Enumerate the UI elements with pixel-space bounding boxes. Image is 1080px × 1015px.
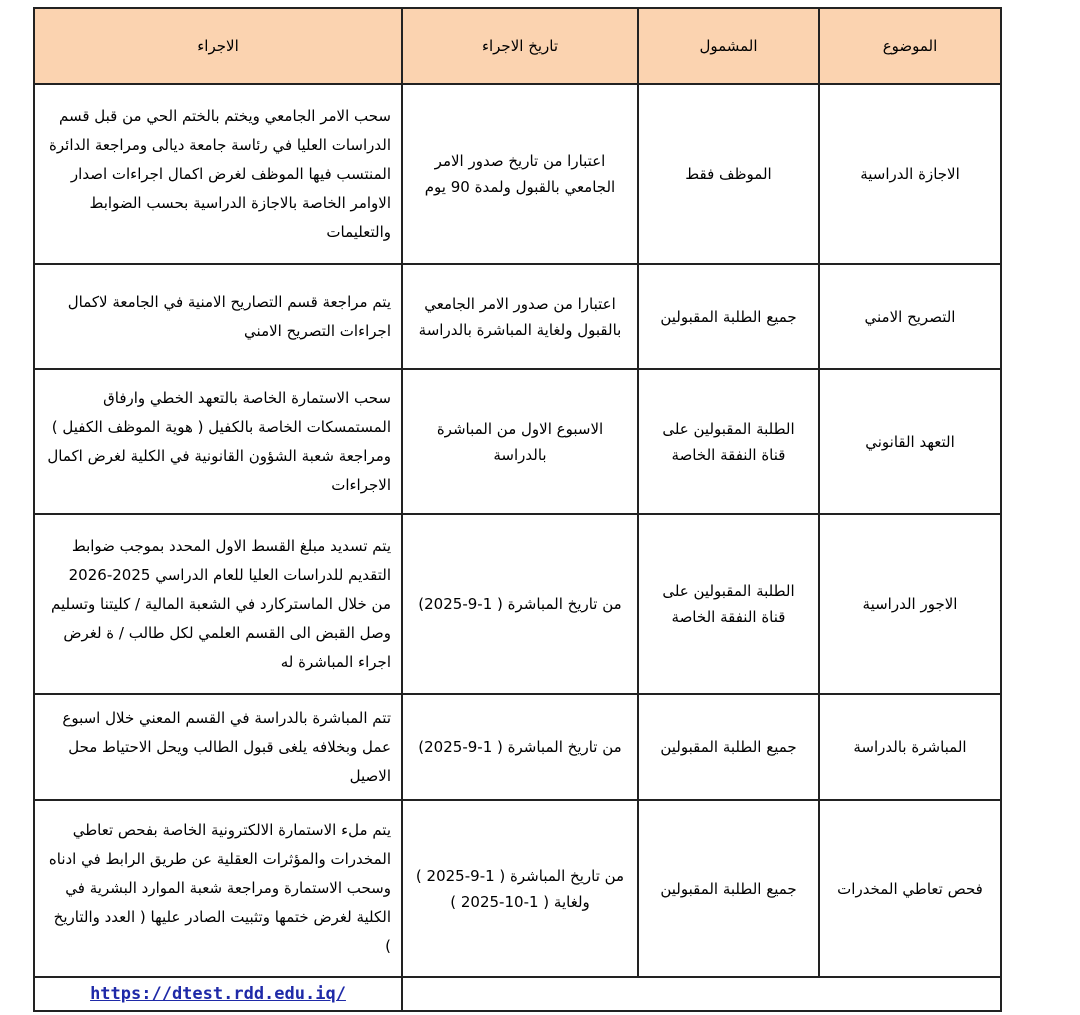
footer-empty-cell [402,977,1001,1011]
table-row [34,800,1001,977]
topic-cell: الاجازة الدراسية [819,84,1001,264]
scope-cell: الموظف فقط [638,84,819,264]
footer-link-cell [34,977,402,1011]
action-cell: يتم تسديد مبلغ القسط الاول المحدد بموجب ضوابط التقديم للدراسات العليا للعام الدراسي 2025-2026 من خلال الماستركارد في الشعبة المالية / كليتنا وتسليم وصل القبض الى القسم العلمي لكل طالب / ة لغرض اجراء المباشرة له [34,514,402,694]
date-cell: من تاريخ المباشرة ( 1-9-2025) [402,514,638,694]
topic-cell: التعهد القانوني [819,369,1001,514]
table-row [34,694,1001,800]
scope-cell: جميع الطلبة المقبولين [638,694,819,800]
action-cell: سحب الامر الجامعي ويختم بالختم الحي من قبل قسم الدراسات العليا في رئاسة جامعة ديالى ومراجعة الدائرة المنتسب فيها الموظف لغرض اكمال اجراءات اصدار الاوامر الخاصة بالاجازة الدراسية بحسب الضوابط والتعليمات [34,84,402,264]
topic-cell: الاجور الدراسية [819,514,1001,694]
scope-cell: جميع الطلبة المقبولين [638,264,819,369]
action-cell: سحب الاستمارة الخاصة بالتعهد الخطي وارفاق المستمسكات الخاصة بالكفيل ( هوية الموظف الكفيل ) ومراجعة شعبة الشؤون القانونية في الكلية لغرض اكمال الاجراءات [34,369,402,514]
header-scope: المشمول [638,8,819,84]
date-cell: الاسبوع الاول من المباشرة بالدراسة [402,369,638,514]
header-topic: الموضوع [819,8,1001,84]
date-cell: من تاريخ المباشرة ( 1-9-2025 ) ولغاية ( 1-10-2025 ) [402,800,638,977]
topic-cell: التصريح الامني [819,264,1001,369]
scope-cell: الطلبة المقبولين على قناة النفقة الخاصة [638,369,819,514]
table-row [34,514,1001,694]
topic-cell: فحص تعاطي المخدرات [819,800,1001,977]
table-row [34,264,1001,369]
topic-cell: المباشرة بالدراسة [819,694,1001,800]
procedures-table [33,7,1002,1012]
action-cell: يتم مراجعة قسم التصاريح الامنية في الجامعة لاكمال اجراءات التصريح الامني [34,264,402,369]
footer-row [34,977,1001,1011]
date-cell: من تاريخ المباشرة ( 1-9-2025) [402,694,638,800]
scope-cell: جميع الطلبة المقبولين [638,800,819,977]
table-row [34,84,1001,264]
table-row [34,369,1001,514]
date-cell: اعتبارا من تاريخ صدور الامر الجامعي بالقبول ولمدة 90 يوم [402,84,638,264]
header-row [34,8,1001,84]
action-cell: تتم المباشرة بالدراسة في القسم المعني خلال اسبوع عمل وبخلافه يلغى قبول الطالب ويحل الاحتياط محل الاصيل [34,694,402,800]
scope-cell: الطلبة المقبولين على قناة النفقة الخاصة [638,514,819,694]
header-action: الاجراء [34,8,402,84]
action-cell: يتم ملء الاستمارة الالكترونية الخاصة بفحص تعاطي المخدرات والمؤثرات العقلية عن طريق الرابط في ادناه وسحب الاستمارة ومراجعة شعبة الموارد البشرية في الكلية لغرض ختمها وتثبيت الصادر عليها ( العدد والتاريخ ) [34,800,402,977]
date-cell: اعتبارا من صدور الامر الجامعي بالقبول ولغاية المباشرة بالدراسة [402,264,638,369]
drug-test-form-link[interactable]: https://dtest.rdd.edu.iq/ [90,984,346,1004]
header-date: تاريخ الاجراء [402,8,638,84]
